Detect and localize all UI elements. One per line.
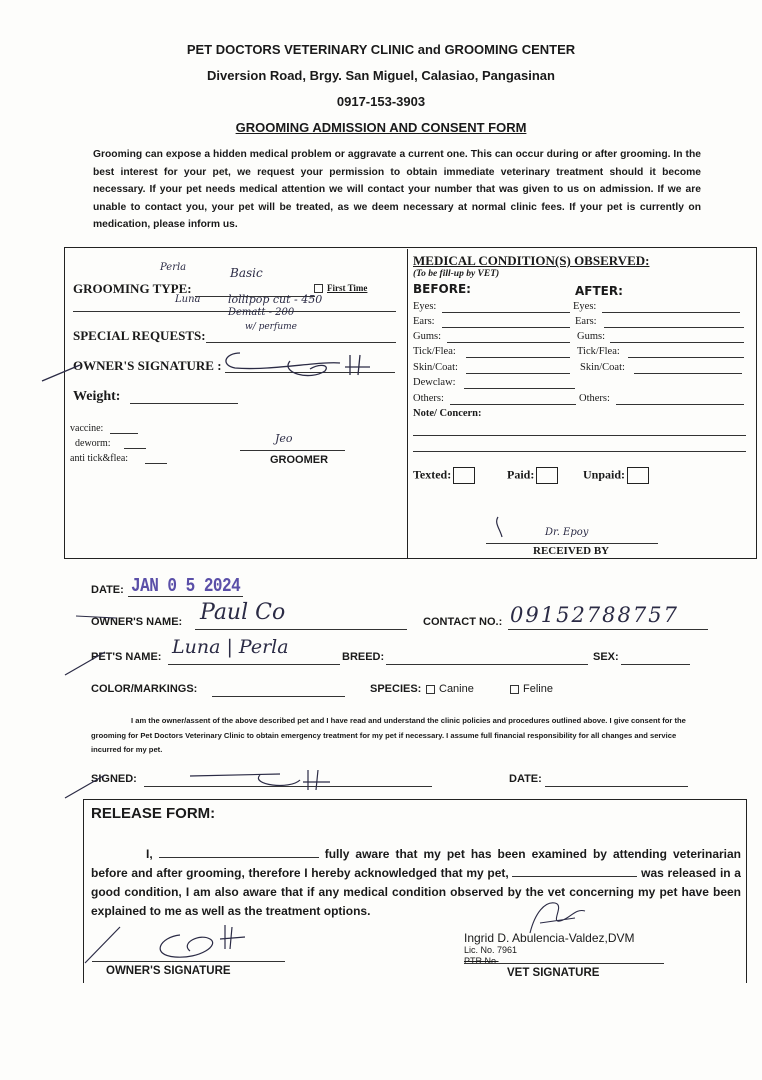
- vet-sig-label: VET SIGNATURE: [507, 967, 600, 979]
- sex-line: [621, 664, 690, 665]
- skin-after-line: [634, 373, 742, 374]
- pet-name-line: [168, 664, 340, 665]
- contact-label: CONTACT NO.:: [423, 616, 503, 628]
- hand-dematt: Dematt - 200: [228, 307, 295, 318]
- date-stamp: JAN 0 5 2024: [131, 575, 241, 597]
- tick-before-label: Tick/Flea:: [413, 346, 456, 357]
- pet-name-label: PET'S NAME:: [91, 651, 162, 663]
- paid-checkbox[interactable]: [536, 467, 558, 484]
- deworm-line: [124, 448, 146, 449]
- hand-lollipop: lollipop cut - 450: [228, 293, 323, 306]
- owner-name-label: OWNER'S NAME:: [91, 616, 183, 628]
- deworm-label: deworm:: [75, 438, 111, 449]
- first-time-label: First Time: [327, 283, 368, 293]
- sex-label: SEX:: [593, 651, 619, 663]
- weight-label: Weight:: [73, 389, 121, 404]
- ears-before-label: Ears:: [413, 316, 435, 327]
- ears-before-line: [442, 327, 570, 328]
- clinic-name: PET DOCTORS VETERINARY CLINIC and GROOMING CENTER: [186, 42, 576, 57]
- owner-name-strike: [66, 606, 436, 626]
- vet-ptr-no: PTR No.: [464, 956, 499, 966]
- release-name-blank: [159, 847, 319, 858]
- breed-line: [386, 664, 588, 665]
- medical-title: MEDICAL CONDITION(S) OBSERVED:: [413, 253, 650, 268]
- hand-perfume: w/ perfume: [245, 322, 297, 332]
- hand-basic: Basic: [230, 266, 263, 280]
- anti-tick-label: anti tick&flea:: [70, 453, 129, 464]
- texted-checkbox[interactable]: [453, 467, 475, 484]
- others-before-line: [450, 404, 576, 405]
- release-text-3: was released in a good condition, I am also aware that if any medical condition observed by the vet concerning my pet have been explained to me as well as the treatment options.: [91, 866, 741, 918]
- texted-label: Texted:: [413, 467, 452, 482]
- paid-field[interactable]: [507, 467, 558, 484]
- received-line: [486, 543, 658, 544]
- color-label: COLOR/MARKINGS:: [91, 683, 198, 695]
- signed-date-line: [545, 786, 688, 787]
- unpaid-field[interactable]: [583, 467, 649, 484]
- first-time-option[interactable]: [314, 283, 367, 293]
- vaccine-label: vaccine:: [70, 423, 104, 434]
- release-paragraph: [91, 845, 741, 921]
- others-before-label: Others:: [413, 393, 444, 404]
- release-text-1: I,: [146, 847, 153, 861]
- signed-date-label: DATE:: [509, 773, 542, 785]
- color-line: [212, 696, 345, 697]
- anti-tick-line: [145, 463, 167, 464]
- ears-after-line: [604, 327, 744, 328]
- breed-label: BREED:: [342, 651, 385, 663]
- release-title: RELEASE FORM:: [91, 805, 216, 822]
- grooming-type-label: GROOMING TYPE:: [73, 281, 192, 296]
- pet-name-value: Luna | Perla: [172, 636, 289, 658]
- hand-groomer: Jeo: [275, 432, 293, 445]
- clinic-phone: 0917-153-3903: [336, 94, 426, 109]
- gums-before-line: [447, 342, 570, 343]
- weight-line: [130, 403, 238, 404]
- canine-label: Canine: [439, 683, 474, 695]
- texted-field[interactable]: [413, 467, 475, 484]
- received-scribble: [490, 515, 520, 545]
- clinic-address: Diversion Road, Brgy. San Miguel, Calasiao, Pangasinan: [207, 68, 555, 83]
- form-title: GROOMING ADMISSION AND CONSENT FORM: [235, 120, 527, 135]
- medical-subtitle: (To be fill-up by VET): [413, 269, 500, 279]
- eyes-after-label: Eyes:: [573, 301, 597, 312]
- ears-after-label: Ears:: [575, 316, 597, 327]
- tick-before-line: [466, 357, 570, 358]
- owner-sig-line: [92, 961, 285, 962]
- paid-label: Paid:: [507, 467, 535, 482]
- skin-before-line: [466, 373, 570, 374]
- vet-name: Ingrid D. Abulencia-Valdez,DVM: [464, 931, 635, 945]
- contact-line: [508, 629, 708, 630]
- after-label: AFTER:: [575, 284, 623, 298]
- note-line-1: [413, 435, 746, 436]
- before-label: BEFORE:: [413, 282, 471, 296]
- contact-value: 09152788757: [510, 603, 679, 627]
- received-by-label: RECEIVED BY: [533, 545, 610, 557]
- dewclaw-line: [464, 388, 575, 389]
- eyes-before-line: [442, 312, 570, 313]
- eyes-before-label: Eyes:: [413, 301, 437, 312]
- date-line: [128, 596, 243, 597]
- gums-after-label: Gums:: [577, 331, 606, 342]
- signed-label: SIGNED:: [91, 773, 137, 785]
- species-label: SPECIES:: [370, 683, 422, 695]
- dewclaw-label: Dewclaw:: [413, 377, 456, 388]
- others-after-line: [616, 404, 744, 405]
- box-divider: [407, 249, 408, 558]
- tick-after-label: Tick/Flea:: [577, 346, 620, 357]
- groomer-label: GROOMER: [270, 454, 329, 466]
- release-text-2: fully aware that my pet has been examined by attending veterinarian before and after grooming, therefore I hereby acknowledged that my pet,: [91, 847, 742, 880]
- groomer-line: [240, 450, 345, 451]
- owner-signature-label: OWNER'S SIGNATURE :: [73, 358, 222, 373]
- note-line-2: [413, 451, 746, 452]
- owner-signature-scribble: [40, 343, 400, 388]
- skin-before-label: Skin/Coat:: [413, 362, 458, 373]
- pet-name-mark: [60, 640, 120, 680]
- vet-lic-no: Lic. No. 7961: [464, 945, 518, 955]
- gums-before-label: Gums:: [413, 331, 442, 342]
- vet-sig-line: [464, 963, 664, 964]
- gums-after-line: [610, 342, 744, 343]
- release-owner-signature: [80, 915, 280, 965]
- hand-perla: Perla: [160, 262, 187, 273]
- unpaid-checkbox[interactable]: [627, 467, 649, 484]
- hand-luna: Luna: [175, 294, 201, 305]
- feline-label: Feline: [523, 683, 553, 695]
- release-pet-blank: [512, 866, 637, 877]
- feline-checkbox[interactable]: [510, 685, 519, 694]
- date-label: DATE:: [91, 584, 124, 596]
- canine-checkbox[interactable]: [426, 685, 435, 694]
- owner-sig-label: OWNER'S SIGNATURE: [106, 965, 231, 977]
- feline-option[interactable]: [510, 683, 553, 695]
- signed-scribble: [60, 760, 360, 800]
- consent-paragraph: I am the owner/assent of the above described pet and I have read and understand the clinic policies and procedures outlined above. I give consent for the grooming for Pet Doctors Veterinary Clinic to obtain emergency treatment for my pet if necessary. I assume full financial responsibility for all changes and service incurred for my pet.: [91, 716, 686, 754]
- eyes-after-line: [602, 312, 740, 313]
- canine-option[interactable]: [426, 683, 474, 695]
- others-after-label: Others:: [579, 393, 610, 404]
- hand-received: Dr. Epoy: [545, 527, 589, 538]
- tick-after-line: [628, 357, 744, 358]
- owner-name-line: [195, 629, 407, 630]
- intro-paragraph: Grooming can expose a hidden medical problem or aggravate a current one. This can occur during or after grooming. In the best interest for your pet, we request your permission to obtain immediate veterinary treatment should it become necessary. If your pet needs medical attention we will contact your number that was given to us on admission. If we are unable to contact you, your pet will be treated, as we deem necessary at normal clinic fees. If your pet is currently on medication, please inform us.: [93, 149, 701, 230]
- vaccine-line: [110, 433, 138, 434]
- skin-after-label: Skin/Coat:: [580, 362, 625, 373]
- note-label: Note/ Concern:: [413, 408, 482, 419]
- special-requests-label: SPECIAL REQUESTS:: [73, 328, 206, 343]
- owner-name-value: Paul Co: [200, 600, 286, 625]
- unpaid-label: Unpaid:: [583, 467, 626, 482]
